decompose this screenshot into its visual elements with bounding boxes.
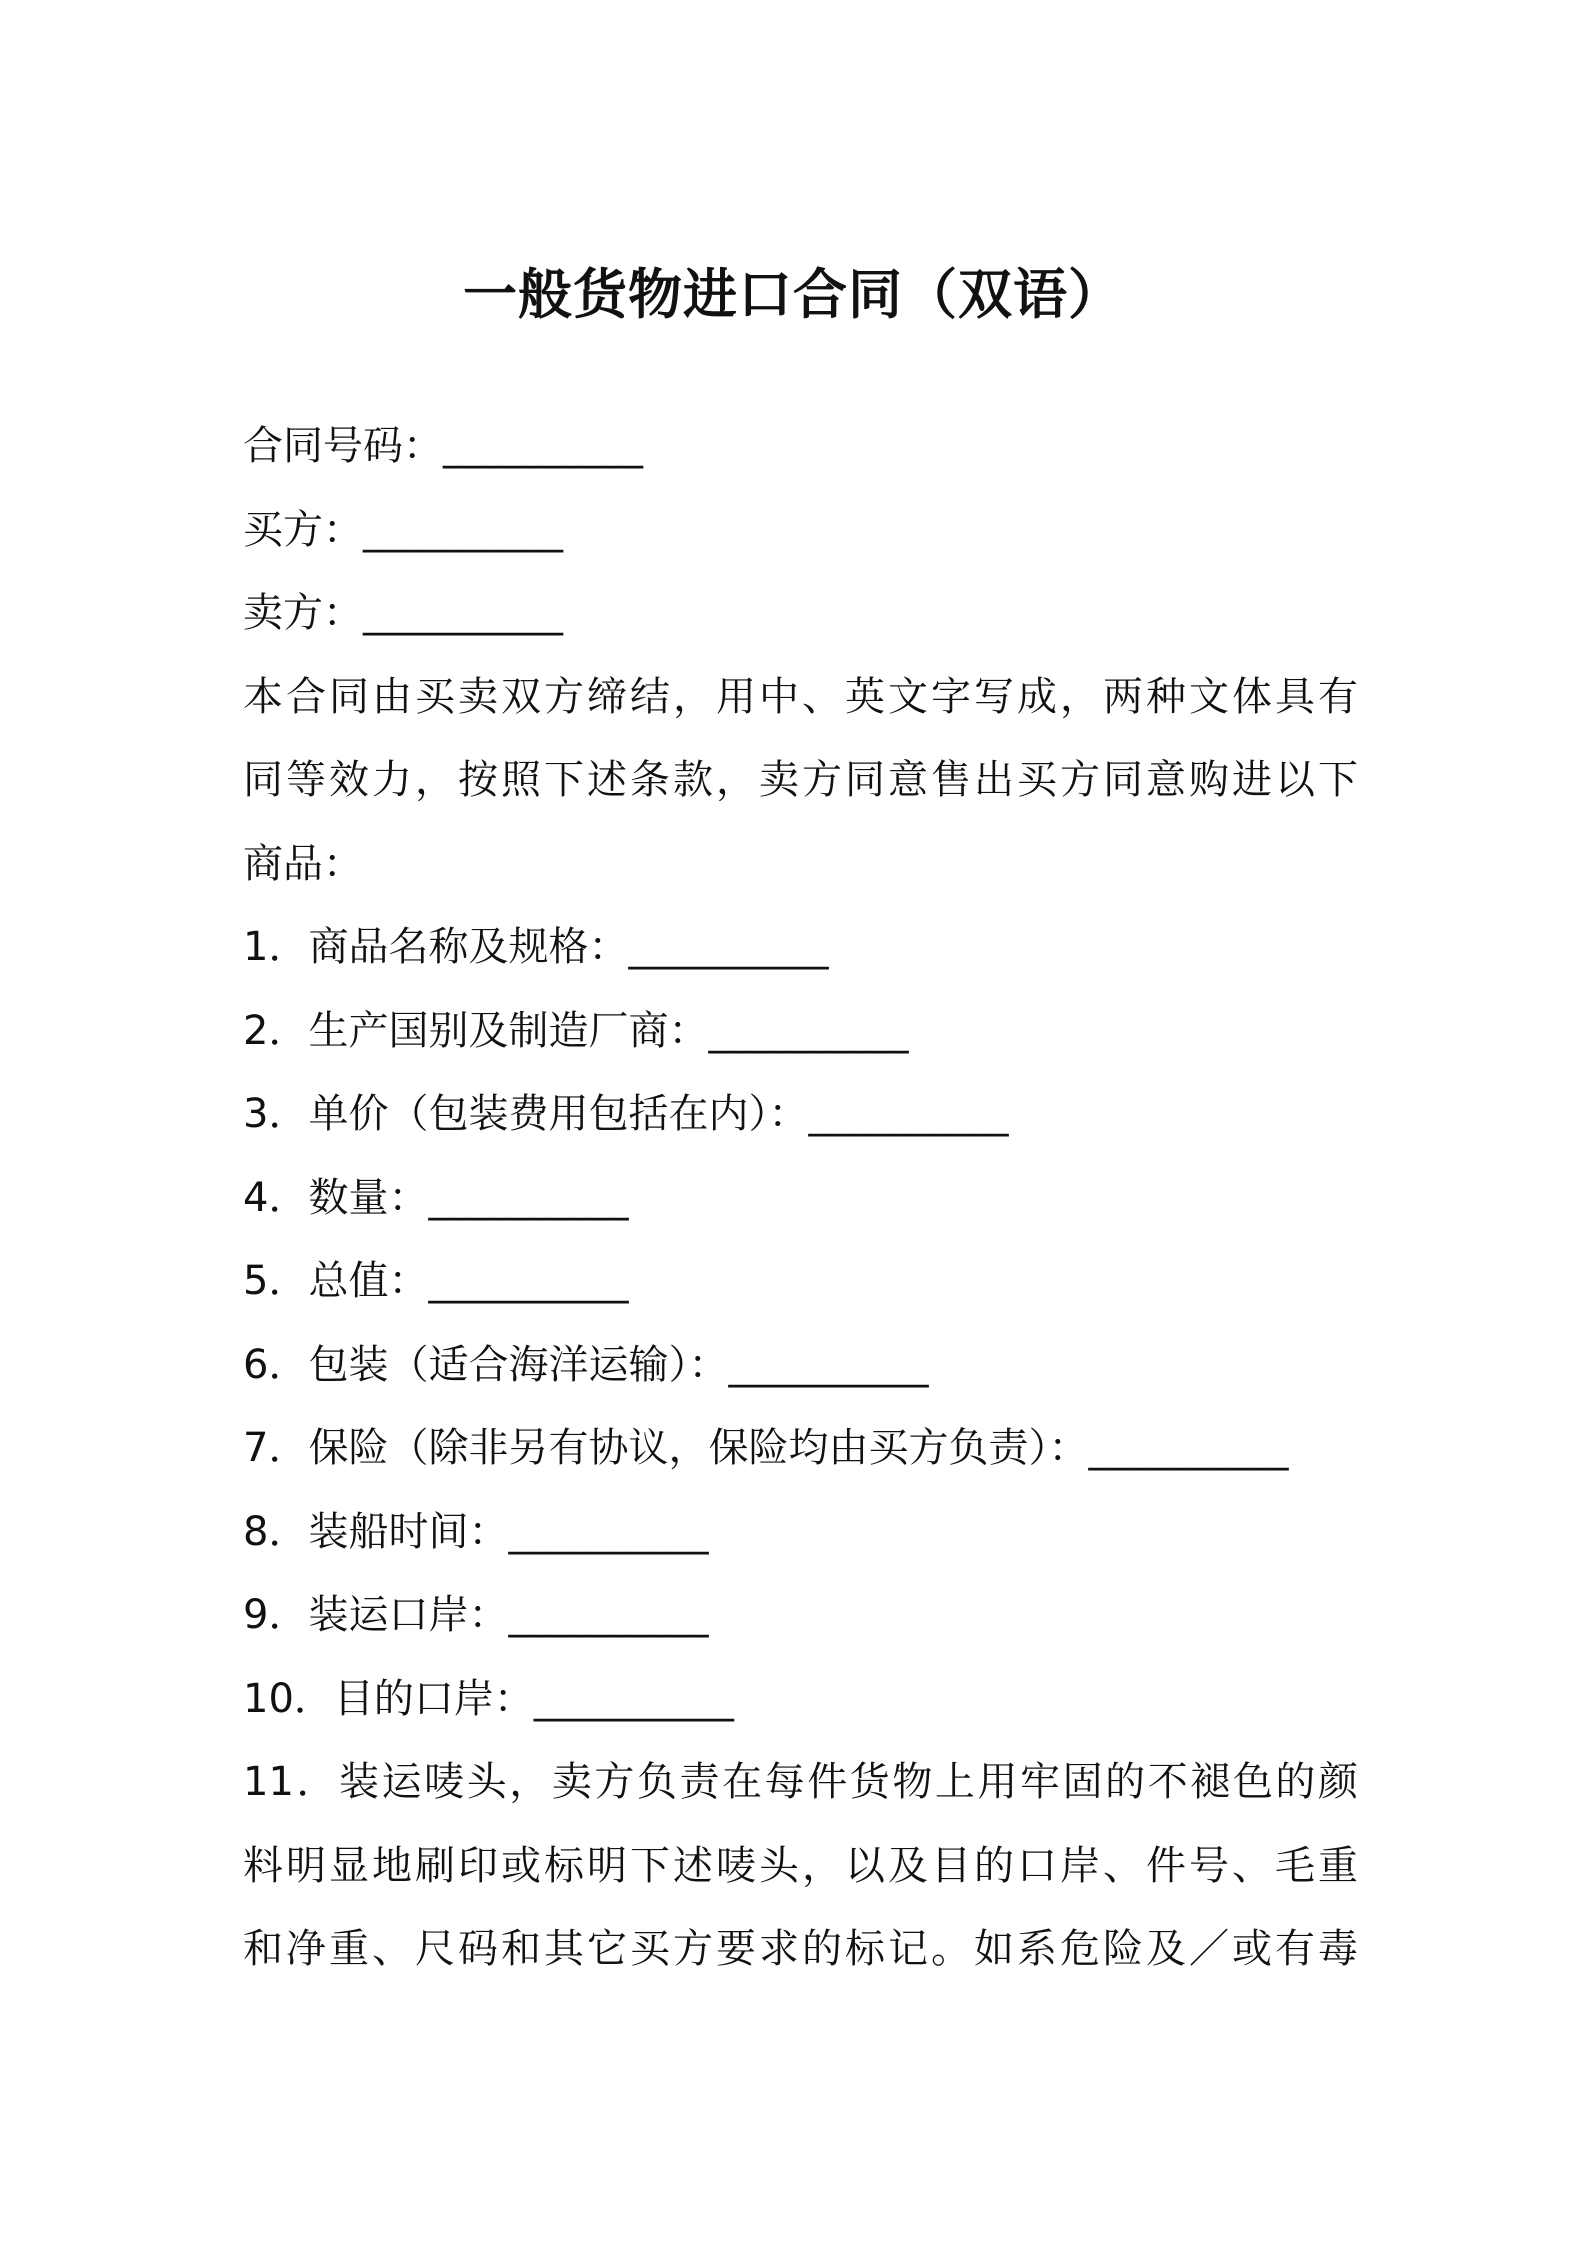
contract-number-label: 合同号码： xyxy=(243,423,443,469)
clause-shipment-time: 8．装船时间：__________ xyxy=(243,1508,709,1555)
clause-total-value: 5．总值：__________ xyxy=(243,1258,629,1304)
clause-shipping-marks-line: 11．装运唛头，卖方负责在每件货物上用牢固的不褪色的颜 xyxy=(243,1759,1358,1805)
clause-port-of-shipment: 9．装运口岸：__________ xyxy=(243,1592,709,1638)
clause-unit-price: 3．单价（包装费用包括在内）：__________ xyxy=(243,1091,1009,1137)
clause-port-of-destination: 10．目的口岸：__________ xyxy=(243,1675,734,1722)
intro-line: 商品： xyxy=(243,840,363,887)
contract-number-field xyxy=(243,405,1358,489)
clause-origin-manufacturer: 2．生产国别及制造厂商：__________ xyxy=(243,1007,909,1054)
clause-insurance: 7．保险（除非另有协议，保险均由买方负责）：__________ xyxy=(243,1425,1289,1471)
intro-line: 同等效力，按照下述条款，卖方同意售出买方同意购进以下 xyxy=(243,757,1358,803)
seller-label: 卖方： xyxy=(243,590,363,636)
seller-blank: __________ xyxy=(363,590,563,636)
document-title: 一般货物进口合同（双语） xyxy=(463,263,1123,326)
intro-line: 本合同由买卖双方缔结，用中、英文字写成，两种文体具有 xyxy=(243,673,1358,720)
clause-product-name: 1．商品名称及规格：__________ xyxy=(243,924,829,970)
buyer-field xyxy=(243,489,1358,573)
buyer-label: 买方： xyxy=(243,506,363,553)
clause-shipping-marks-line: 和净重、尺码和其它买方要求的标记。如系危险及／或有毒 xyxy=(243,1926,1358,1972)
buyer-blank: __________ xyxy=(363,506,563,553)
clause-packing: 6．包装（适合海洋运输）：__________ xyxy=(243,1341,929,1388)
document-body xyxy=(243,405,1358,1992)
clause-shipping-marks-line: 料明显地刷印或标明下述唛头，以及目的口岸、件号、毛重 xyxy=(243,1842,1358,1889)
seller-field xyxy=(243,572,1358,656)
contract-number-blank: __________ xyxy=(443,423,643,469)
clause-quantity: 4．数量：__________ xyxy=(243,1174,629,1221)
